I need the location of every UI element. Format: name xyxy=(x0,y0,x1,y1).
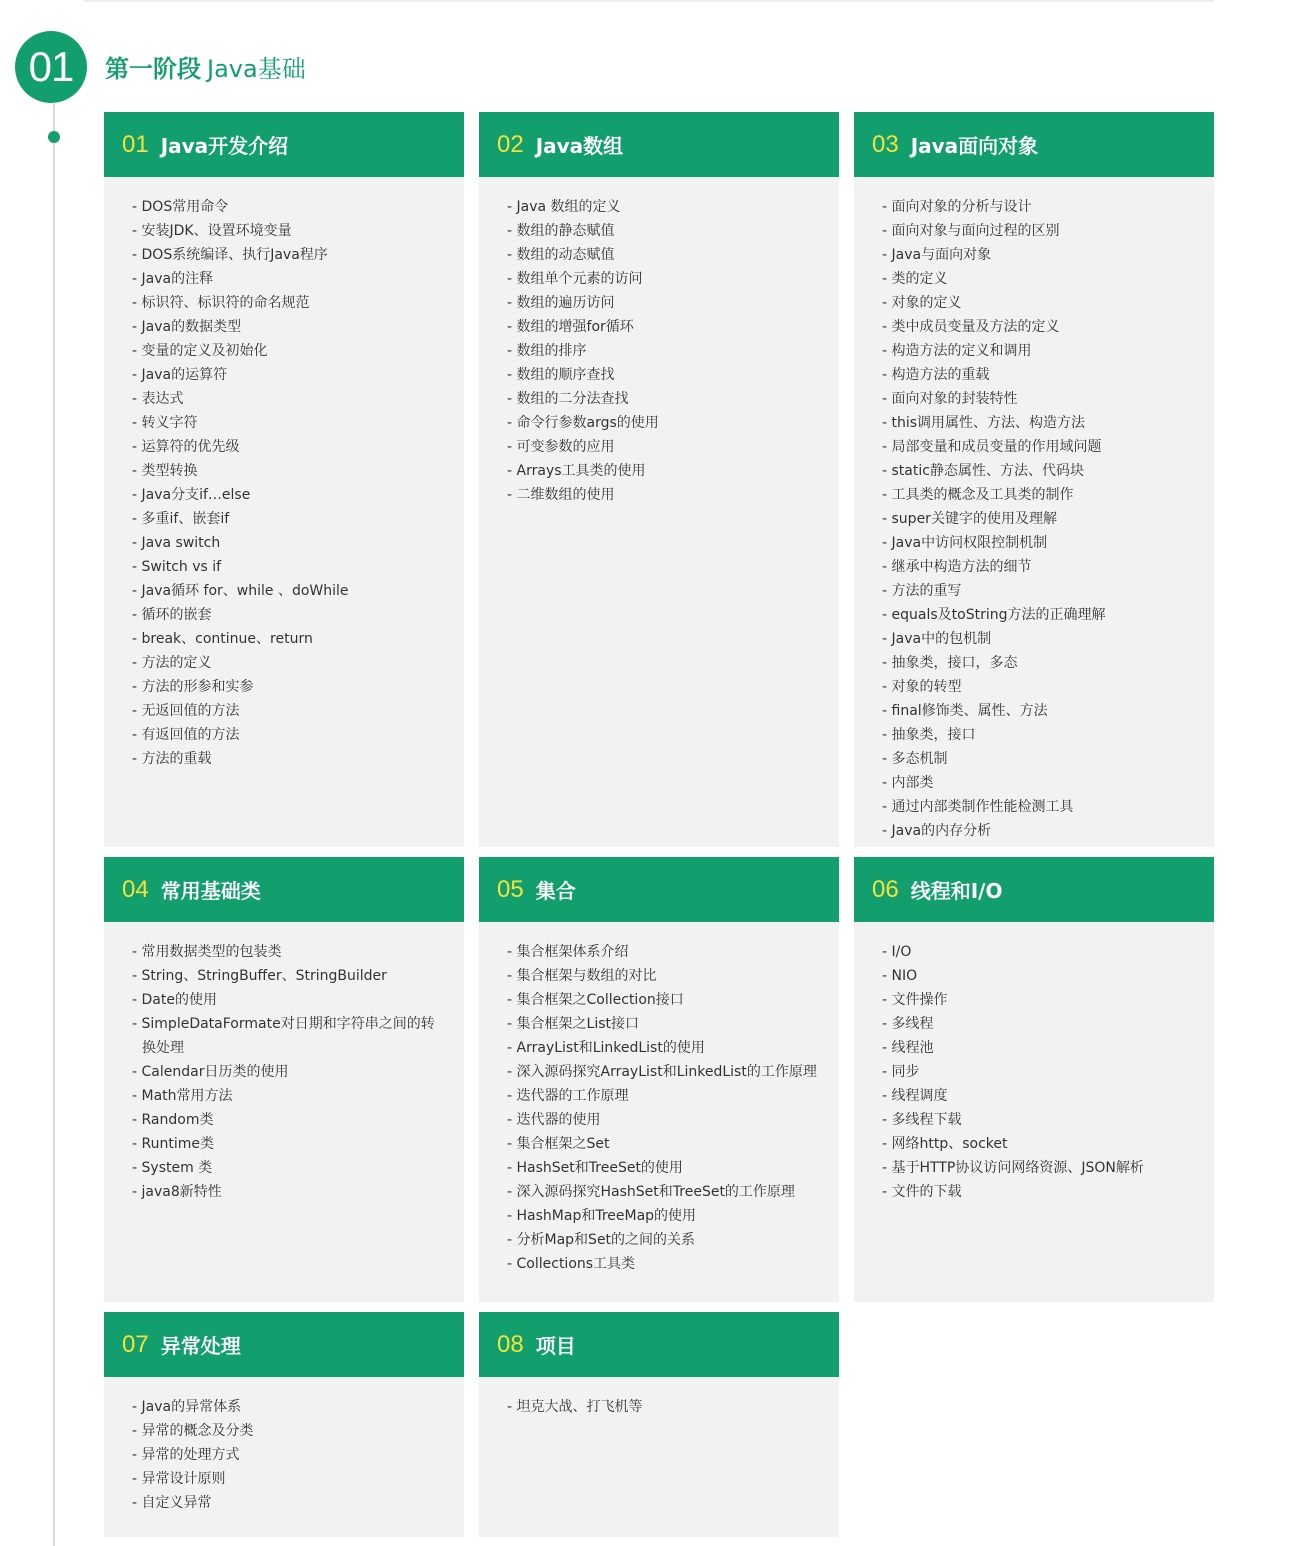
topic-item: - 集合框架之Collection接口 xyxy=(507,988,821,1012)
module-card-04 xyxy=(104,857,464,1302)
module-number: 01 xyxy=(122,130,149,158)
topic-item: - 面向对象的封装特性 xyxy=(882,387,1196,411)
module-title: 项目 xyxy=(535,1334,576,1358)
topic-item: - HashSet和TreeSet的使用 xyxy=(507,1156,821,1180)
topic-item: - Java的内存分析 xyxy=(882,819,1196,843)
topic-item: - 抽象类，接口 xyxy=(882,723,1196,747)
topic-item: - 线程池 xyxy=(882,1036,1196,1060)
topic-item: - 转义字符 xyxy=(132,411,446,435)
module-topic-list xyxy=(479,1377,839,1419)
topic-item: - Java的异常体系 xyxy=(132,1395,446,1419)
topic-item: - Java的注释 xyxy=(132,267,446,291)
topic-item: - I/O xyxy=(882,940,1196,964)
module-topic-list xyxy=(104,1377,464,1515)
topic-item: - Arrays工具类的使用 xyxy=(507,459,821,483)
topic-item: - 对象的定义 xyxy=(882,291,1196,315)
module-topic-list xyxy=(854,922,1214,1204)
topic-item: - 方法的重写 xyxy=(882,579,1196,603)
topic-item: - 数组的动态赋值 xyxy=(507,243,821,267)
topic-item: - 多线程下载 xyxy=(882,1108,1196,1132)
topic-item: - DOS系统编译、执行Java程序 xyxy=(132,243,446,267)
module-number: 06 xyxy=(872,875,899,903)
topic-item: - this调用属性、方法、构造方法 xyxy=(882,411,1196,435)
topic-item: - 循环的嵌套 xyxy=(132,603,446,627)
topic-item: - 常用数据类型的包装类 xyxy=(132,940,446,964)
topic-item: - 面向对象的分析与设计 xyxy=(882,195,1196,219)
stage-title-topic: Java基础 xyxy=(207,55,306,83)
topic-item: - 命令行参数args的使用 xyxy=(507,411,821,435)
topic-item: - Math常用方法 xyxy=(132,1084,446,1108)
topic-item: - 线程调度 xyxy=(882,1084,1196,1108)
topic-item: - HashMap和TreeMap的使用 xyxy=(507,1204,821,1228)
module-title: Java开发介绍 xyxy=(160,134,289,158)
topic-item: - 异常的概念及分类 xyxy=(132,1419,446,1443)
topic-item: - 安装JDK、设置环境变量 xyxy=(132,219,446,243)
topic-item: - 多线程 xyxy=(882,1012,1196,1036)
topic-item: - 通过内部类制作性能检测工具 xyxy=(882,795,1196,819)
module-card-01 xyxy=(104,112,464,847)
topic-item: - Java 数组的定义 xyxy=(507,195,821,219)
topic-item: - Java分支if…else xyxy=(132,483,446,507)
topic-item: - 局部变量和成员变量的作用域问题 xyxy=(882,435,1196,459)
module-topic-list xyxy=(479,922,839,1276)
topic-item: - Random类 xyxy=(132,1108,446,1132)
topic-item: - 集合框架与数组的对比 xyxy=(507,964,821,988)
topic-item: - DOS常用命令 xyxy=(132,195,446,219)
module-card-06 xyxy=(854,857,1214,1302)
topic-item: - 对象的转型 xyxy=(882,675,1196,699)
topic-item: - 继承中构造方法的细节 xyxy=(882,555,1196,579)
topic-item: - 自定义异常 xyxy=(132,1491,446,1515)
topic-item: - 数组的遍历访问 xyxy=(507,291,821,315)
module-header xyxy=(854,112,1214,177)
topic-item: - 运算符的优先级 xyxy=(132,435,446,459)
topic-item: - Java switch xyxy=(132,531,446,555)
topic-item: - NIO xyxy=(882,964,1196,988)
topic-item: - 工具类的概念及工具类的制作 xyxy=(882,483,1196,507)
module-title: 异常处理 xyxy=(160,1334,241,1358)
module-title: 集合 xyxy=(535,879,576,903)
module-title: 线程和I/O xyxy=(910,879,1003,903)
topic-item: - super关键字的使用及理解 xyxy=(882,507,1196,531)
module-header xyxy=(479,1312,839,1377)
topic-item: - 异常设计原则 xyxy=(132,1467,446,1491)
topic-item: - 有返回值的方法 xyxy=(132,723,446,747)
topic-item: - 集合框架体系介绍 xyxy=(507,940,821,964)
topic-item: - Java循环 for、while 、doWhile xyxy=(132,579,446,603)
module-header xyxy=(854,857,1214,922)
module-topic-list xyxy=(104,922,464,1204)
module-topic-list xyxy=(479,177,839,507)
topic-item: - 多态机制 xyxy=(882,747,1196,771)
module-number: 05 xyxy=(497,875,524,903)
topic-item: - 可变参数的应用 xyxy=(507,435,821,459)
stage-title xyxy=(105,52,306,86)
module-number: 03 xyxy=(872,130,899,158)
top-divider xyxy=(84,0,1214,2)
topic-item: - 无返回值的方法 xyxy=(132,699,446,723)
topic-item: - 类型转换 xyxy=(132,459,446,483)
topic-item: - Java与面向对象 xyxy=(882,243,1196,267)
topic-item: - 标识符、标识符的命名规范 xyxy=(132,291,446,315)
topic-item: - 基于HTTP协议访问网络资源、JSON解析 xyxy=(882,1156,1196,1180)
topic-item: - ArrayList和LinkedList的使用 xyxy=(507,1036,821,1060)
topic-item: - final修饰类、属性、方法 xyxy=(882,699,1196,723)
module-title: Java数组 xyxy=(535,134,624,158)
topic-item: - Java中访问权限控制机制 xyxy=(882,531,1196,555)
topic-item: - 深入源码探究HashSet和TreeSet的工作原理 xyxy=(507,1180,821,1204)
topic-item: - 分析Map和Set的之间的关系 xyxy=(507,1228,821,1252)
topic-item: - Java的运算符 xyxy=(132,363,446,387)
topic-item: - 文件的下载 xyxy=(882,1180,1196,1204)
topic-item: - String、StringBuffer、StringBuilder xyxy=(132,964,446,988)
module-number: 04 xyxy=(122,875,149,903)
topic-item: - 类中成员变量及方法的定义 xyxy=(882,315,1196,339)
topic-item: - 深入源码探究ArrayList和LinkedList的工作原理 xyxy=(507,1060,821,1084)
module-header xyxy=(104,857,464,922)
module-header xyxy=(479,112,839,177)
stage-number-badge: 01 xyxy=(15,31,87,103)
topic-item: - Java中的包机制 xyxy=(882,627,1196,651)
module-topic-list xyxy=(854,177,1214,843)
topic-item: - 数组单个元素的访问 xyxy=(507,267,821,291)
topic-item: - 表达式 xyxy=(132,387,446,411)
module-card-02 xyxy=(479,112,839,847)
topic-item: - 抽象类，接口，多态 xyxy=(882,651,1196,675)
topic-item: - Calendar日历类的使用 xyxy=(132,1060,446,1084)
module-card-05 xyxy=(479,857,839,1302)
topic-item: - 集合框架之Set xyxy=(507,1132,821,1156)
module-title: 常用基础类 xyxy=(160,879,261,903)
topic-item: - 面向对象与面向过程的区别 xyxy=(882,219,1196,243)
topic-item: - System 类 xyxy=(132,1156,446,1180)
topic-item: - 二维数组的使用 xyxy=(507,483,821,507)
module-card-07 xyxy=(104,1312,464,1537)
topic-item: - 构造方法的重载 xyxy=(882,363,1196,387)
topic-item: - Date的使用 xyxy=(132,988,446,1012)
timeline-dot xyxy=(48,131,60,143)
module-card-08 xyxy=(479,1312,839,1537)
topic-item: - 方法的定义 xyxy=(132,651,446,675)
topic-item: - 类的定义 xyxy=(882,267,1196,291)
topic-item: - break、continue、return xyxy=(132,627,446,651)
module-number: 08 xyxy=(497,1330,524,1358)
topic-item: - 方法的重载 xyxy=(132,747,446,771)
topic-item: - 数组的二分法查找 xyxy=(507,387,821,411)
topic-item: - 数组的排序 xyxy=(507,339,821,363)
topic-item: - java8新特性 xyxy=(132,1180,446,1204)
timeline-line xyxy=(53,103,55,1546)
stage-title-phase: 第一阶段 xyxy=(105,55,201,83)
topic-item: - 文件操作 xyxy=(882,988,1196,1012)
topic-item: - 异常的处理方式 xyxy=(132,1443,446,1467)
topic-item: - 构造方法的定义和调用 xyxy=(882,339,1196,363)
topic-item: - 同步 xyxy=(882,1060,1196,1084)
topic-item: - 数组的增强for循环 xyxy=(507,315,821,339)
topic-item: - Collections工具类 xyxy=(507,1252,821,1276)
topic-item: - Runtime类 xyxy=(132,1132,446,1156)
topic-item: - 多重if、嵌套if xyxy=(132,507,446,531)
topic-item: - static静态属性、方法、代码块 xyxy=(882,459,1196,483)
topic-item: - Switch vs if xyxy=(132,555,446,579)
topic-item: - 迭代器的工作原理 xyxy=(507,1084,821,1108)
topic-item: - 方法的形参和实参 xyxy=(132,675,446,699)
topic-item: - 坦克大战、打飞机等 xyxy=(507,1395,821,1419)
module-number: 02 xyxy=(497,130,524,158)
topic-item: - SimpleDataFormate对日期和字符串之间的转换处理 xyxy=(132,1012,446,1060)
topic-item: - 网络http、socket xyxy=(882,1132,1196,1156)
module-topic-list xyxy=(104,177,464,771)
topic-item: - 集合框架之List接口 xyxy=(507,1012,821,1036)
module-number: 07 xyxy=(122,1330,149,1358)
module-title: Java面向对象 xyxy=(910,134,1039,158)
topic-item: - 数组的静态赋值 xyxy=(507,219,821,243)
module-card-03 xyxy=(854,112,1214,847)
topic-item: - equals及toString方法的正确理解 xyxy=(882,603,1196,627)
topic-item: - 变量的定义及初始化 xyxy=(132,339,446,363)
topic-item: - 数组的顺序查找 xyxy=(507,363,821,387)
topic-item: - 迭代器的使用 xyxy=(507,1108,821,1132)
topic-item: - Java的数据类型 xyxy=(132,315,446,339)
module-header xyxy=(479,857,839,922)
module-header xyxy=(104,112,464,177)
topic-item: - 内部类 xyxy=(882,771,1196,795)
module-header xyxy=(104,1312,464,1377)
